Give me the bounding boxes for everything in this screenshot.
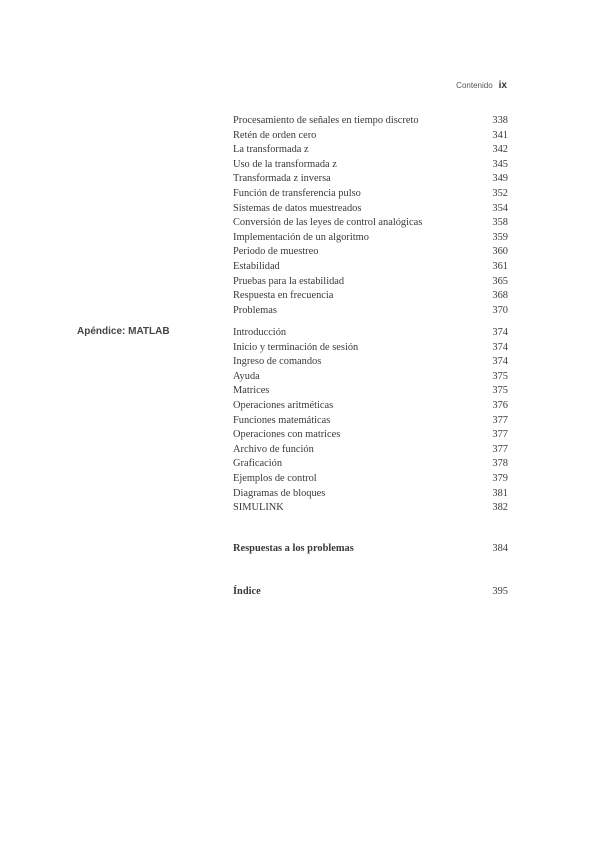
toc-entry-title: Archivo de función: [233, 443, 314, 455]
toc-entry-title: Estabilidad: [233, 260, 280, 272]
toc-entry[interactable]: [233, 304, 508, 319]
toc-entry-page: 377: [492, 414, 508, 426]
toc-entry[interactable]: [233, 260, 508, 275]
toc-entry-page: 381: [492, 487, 508, 499]
toc-entry[interactable]: [233, 216, 508, 231]
toc-entry-page: 377: [492, 429, 508, 441]
toc-entry[interactable]: [233, 326, 508, 341]
toc-entry-title: Pruebas para la estabilidad: [233, 275, 345, 287]
toc-entry-index[interactable]: [233, 586, 508, 597]
toc-entry-title: Diagramas de bloques: [233, 487, 326, 499]
toc-entry[interactable]: [233, 443, 508, 458]
toc-entry[interactable]: [233, 275, 508, 290]
toc-entry[interactable]: [233, 341, 508, 356]
toc-entry-page: 341: [492, 129, 508, 141]
toc-entry-page: 368: [492, 290, 508, 302]
toc-entry-list: [233, 114, 508, 318]
toc-entry-page: 374: [492, 356, 508, 368]
toc-entry[interactable]: [233, 384, 508, 399]
toc-entry-page: 374: [492, 327, 508, 338]
toc-entry[interactable]: [233, 399, 508, 414]
toc-entry-page: 370: [492, 304, 508, 316]
toc-entry-title: SIMULINK: [233, 502, 284, 514]
toc-entry-page: 395: [492, 586, 508, 597]
toc-entry-page: 349: [492, 173, 508, 185]
toc-entry-title: Implementación de un algoritmo: [233, 231, 369, 243]
running-header: [456, 80, 507, 91]
toc-entry-page: 354: [492, 202, 508, 214]
toc-entry[interactable]: [233, 472, 508, 487]
toc-entry-title: Respuesta en frecuencia: [233, 290, 334, 302]
toc-entry-title: Introducción: [233, 327, 287, 338]
toc-entry[interactable]: [233, 114, 508, 129]
toc-entry-page: 352: [492, 187, 508, 199]
toc-entry-page: 384: [492, 543, 508, 554]
toc-entry-page: 345: [492, 158, 508, 170]
toc-entry-title: Procesamiento de señales en tiempo discreto: [233, 115, 419, 126]
appendix-title: Apéndice: MATLAB: [77, 326, 170, 337]
toc-entry-page: 382: [492, 502, 508, 514]
toc-entry-title: Uso de la transformada z: [233, 158, 337, 170]
header-page-number: ix: [498, 80, 507, 91]
toc-entry[interactable]: [233, 487, 508, 502]
toc-entry-title: Ayuda: [233, 370, 260, 382]
toc-entry[interactable]: [233, 289, 508, 304]
toc-entry-title: Operaciones aritméticas: [233, 399, 334, 411]
toc-entry-title: Matrices: [233, 385, 270, 397]
toc-entry-title: Transformada z inversa: [233, 173, 331, 185]
toc-entry-page: 375: [492, 385, 508, 397]
toc-entry-title: Periodo de muestreo: [233, 246, 319, 258]
toc-entry-page: 338: [492, 115, 508, 126]
toc-entry[interactable]: [233, 158, 508, 173]
toc-entry-title: La transformada z: [233, 144, 309, 156]
toc-entry-page: 358: [492, 217, 508, 229]
header-label: Contenido: [456, 81, 493, 90]
toc-entry[interactable]: [233, 202, 508, 217]
toc-entry-page: 361: [492, 260, 508, 272]
toc-entry-page: 342: [492, 144, 508, 156]
toc-entry-page: 377: [492, 443, 508, 455]
toc-entry-title: Ingreso de comandos: [233, 356, 322, 368]
toc-entry[interactable]: [233, 414, 508, 429]
toc-entry-title: Retén de orden cero: [233, 129, 317, 141]
toc-entry-page: 375: [492, 370, 508, 382]
toc-entry-page: 379: [492, 472, 508, 484]
toc-entry-list: [233, 326, 508, 516]
toc-entry[interactable]: [233, 172, 508, 187]
toc-entry[interactable]: [233, 428, 508, 443]
toc-entry[interactable]: [233, 245, 508, 260]
toc-entry-title: Función de transferencia pulso: [233, 187, 361, 199]
toc-entry-title: Sistemas de datos muestreados: [233, 202, 362, 214]
toc-entry[interactable]: [233, 129, 508, 144]
toc-entry-title: Inicio y terminación de sesión: [233, 341, 359, 353]
toc-entry-title: Graficación: [233, 458, 283, 470]
toc-entry-title: Problemas: [233, 304, 277, 316]
toc-entry-page: 378: [492, 458, 508, 470]
toc-entry[interactable]: [233, 457, 508, 472]
toc-entry[interactable]: [233, 355, 508, 370]
toc-entry-page: 374: [492, 341, 508, 353]
toc-entry-title: Funciones matemáticas: [233, 414, 331, 426]
toc-entry-page: 365: [492, 275, 508, 287]
toc-entry-title: Conversión de las leyes de control analógicas: [233, 217, 423, 229]
toc-entry-answers[interactable]: [233, 543, 508, 554]
toc-entry-page: 359: [492, 231, 508, 243]
toc-entry[interactable]: [233, 187, 508, 202]
toc-entry-page: 360: [492, 246, 508, 258]
toc-entry-title: Índice: [233, 586, 261, 597]
toc-entry-page: 376: [492, 399, 508, 411]
toc-entry[interactable]: [233, 501, 508, 516]
toc-entry-title: Ejemplos de control: [233, 472, 317, 484]
toc-entry-title: Respuestas a los problemas: [233, 543, 354, 554]
toc-entry[interactable]: [233, 231, 508, 246]
toc-entry[interactable]: [233, 143, 508, 158]
toc-entry-title: Operaciones con matrices: [233, 429, 341, 441]
toc-entry[interactable]: [233, 370, 508, 385]
